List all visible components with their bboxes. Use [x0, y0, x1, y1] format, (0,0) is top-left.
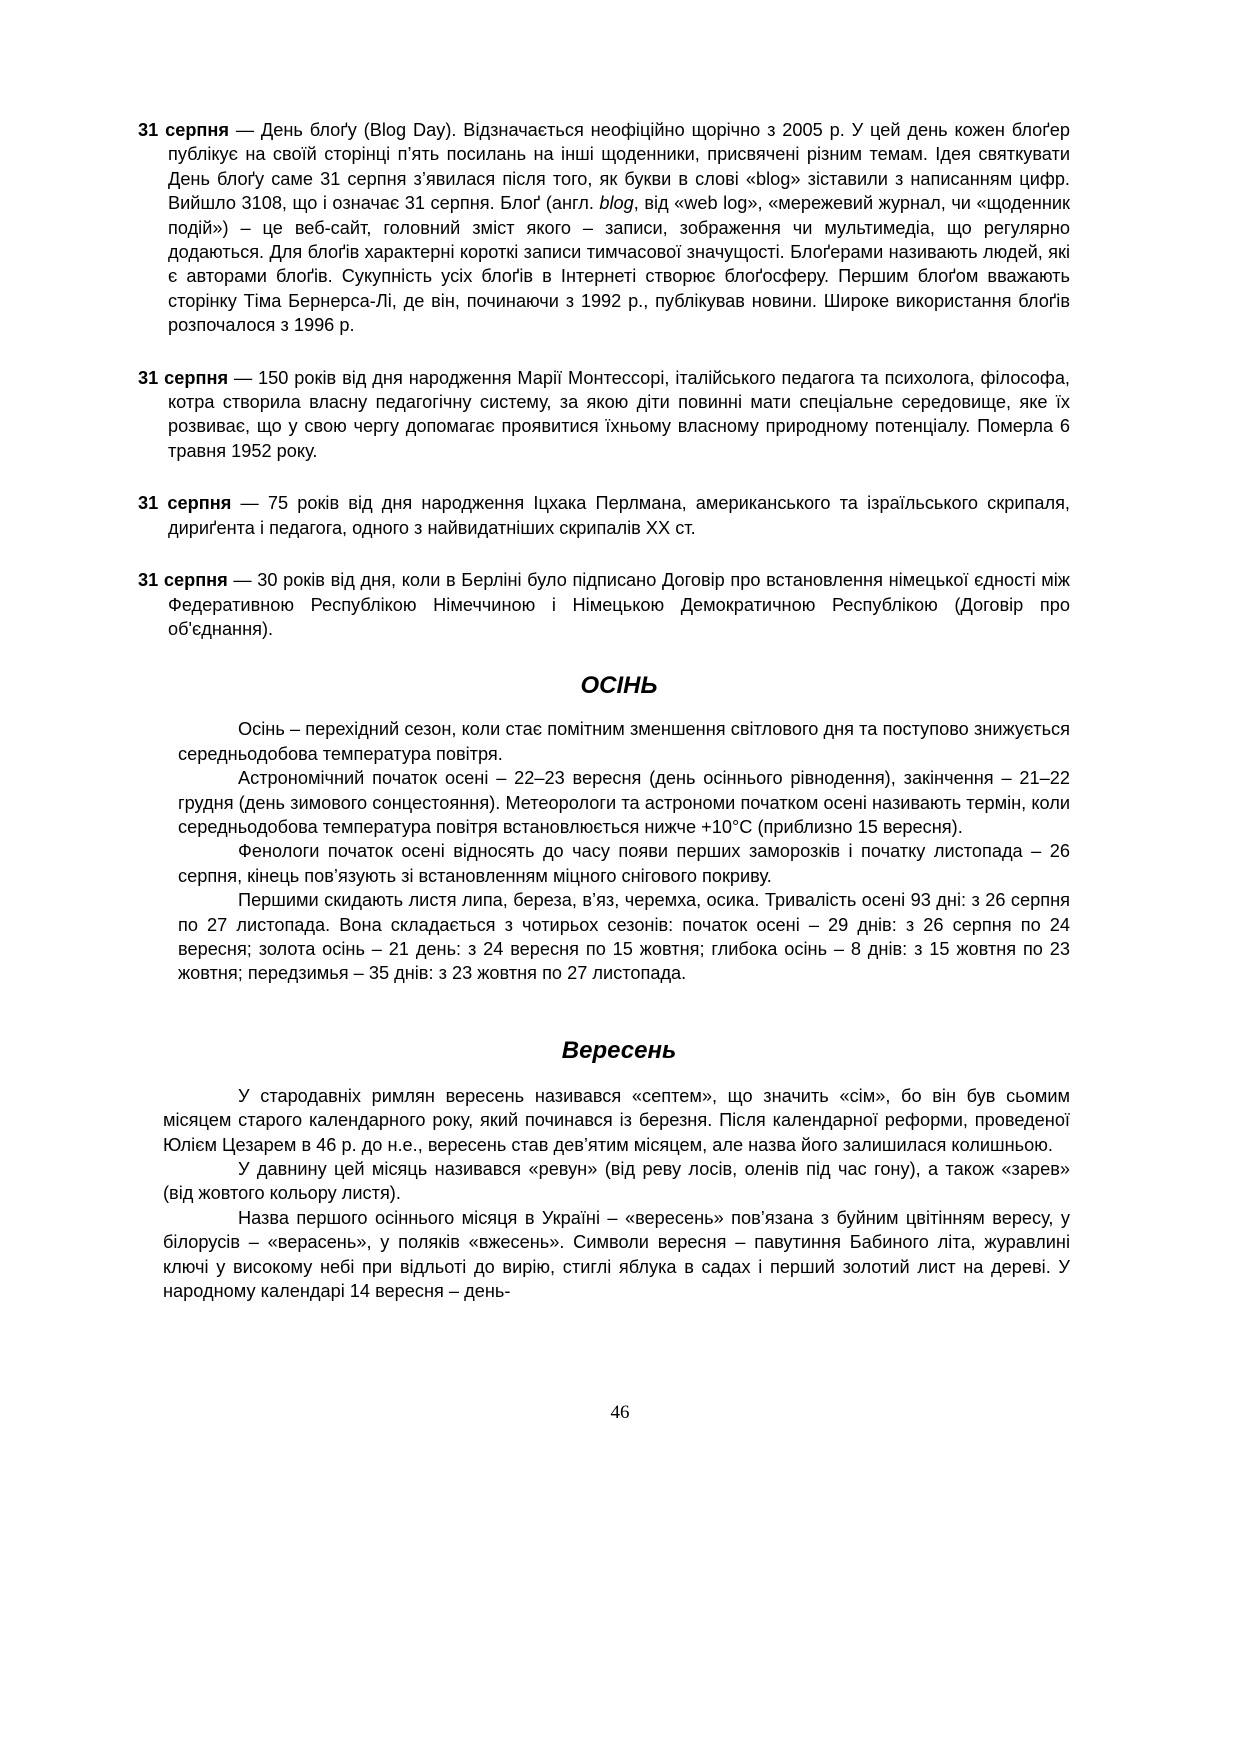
september-paragraph: У давнину цей місяць називався «ревун» (від реву лосів, оленів під час гону), а також «зарев» (від жовтого кольору листя). [163, 1159, 1070, 1204]
calendar-entry-montessori [138, 366, 1070, 464]
calendar-entry-blog-day [138, 118, 1070, 338]
entry-text: — 30 років від дня, коли в Берліні було підписано Договір про встановлення німецької єдності між Федеративною Республікою Німеччиною і Німецькою Демократичною Республікою (Договір про об'єднання). [168, 570, 1070, 639]
entry-text: — День блоґу (Blog Day). Відзначається неофіційно щорічно з 2005 р. У цей день кожен блоґер публікує на своїй сторінці п’ять посилань на інші щоденники, присвячені різним темам. Ідея святкувати День блоґу саме 31 серпня з’явилася після того, як букви в слові «blog» зіставили з написанням цифр. Вийшло 3108, що і означає 31 серпня. Блоґ (англ. [168, 120, 1070, 214]
section-title-autumn: ОСІНЬ [580, 672, 658, 700]
section-title-september: Вересень [561, 1036, 677, 1064]
entry-text: — 150 років від дня народження Марії Монтессорі, італійського педагога та психолога, філософа, котра створила власну педагогічну систему, за якою діти повинні мати спеціальне середовище, яке їх розвиває, що у свою чергу допомагає проявитися їхньому власному природному потенціалу. Померла 6 травня 1952 року. [168, 367, 1070, 461]
entry-date: 31 серпня [138, 493, 232, 514]
calendar-entry-unification-treaty [138, 568, 1070, 641]
autumn-paragraph: Осінь – перехідний сезон, коли стає помітним зменшення світлового дня та поступово знижується середньодобова температура повітря. [178, 719, 1070, 764]
entry-text: — 75 років від дня народження Іцхака Перлмана, американського та ізраїльського скрипаля, дириґента і педагога, одного з найвидатніших скрипалів ХХ ст. [168, 493, 1070, 538]
september-paragraph: Назва першого осіннього місяця в Україні – «вересень» пов’язана з буйним цвітінням вересу, у білорусів – «верасень», у поляків «вжесень». Символи вересня – павутиння Бабиного літа, журавлині ключі у високому небі при відльоті до вирію, стиглі яблука в садах і перший золотий лист на дереві. У народному календарі 14 вересня – день- [163, 1207, 1070, 1302]
entry-text-continued: , від «web log», «мережевий журнал, чи «щоденник подій») – це веб-сайт, головний зміст якого – записи, зображення чи мультимедіа, що регулярно додаються. Для блоґів характерні короткі записи тимчасової значущості. Блоґерами називають людей, які є авторами блоґів. Сукупність усіх блоґів в Інтернеті створює блоґосферу. Першим блоґом вважають сторінку Тіма Бернерса-Лі, де він, починаючи з 1992 р., публікував новини. Широке використання блоґів розпочалося з 1996 р. [168, 193, 1070, 336]
page-number: 46 [610, 1402, 630, 1423]
september-paragraph: У стародавніх римлян вересень називався «септем», що значить «сім», бо він був сьомим місяцем старого календарного року, який починався із березня. Після календарної реформи, проведеної Юлієм Цезарем в 46 р. до н.е., вересень став дев’ятим місяцем, але назва його залишилася колишньою. [163, 1085, 1070, 1155]
autumn-paragraph: Астрономічний початок осені – 22–23 вересня (день осіннього рівнодення), закінчення – 21–22 грудня (день зимового сонцестояння). Метеорологи та астрономи початком осені називають термін, коли середньодобова температура повітря встановлюється нижче +10°C (приблизно 15 вересня). [178, 768, 1070, 837]
entry-date: 31 серпня [138, 367, 229, 388]
entry-date: 31 серпня [138, 120, 230, 140]
autumn-paragraph: Фенологи початок осені відносять до часу появи перших заморозків і початку листопада – 26 серпня, кінець пов’язують зі встановленням міцного снігового покриву. [178, 841, 1070, 886]
page-content [138, 118, 1070, 1303]
entry-date: 31 серпня [138, 570, 228, 591]
entry-italic-term: blog [599, 193, 634, 214]
calendar-entry-perlman [138, 491, 1070, 540]
autumn-paragraph: Першими скидають листя липа, береза, в’яз, черемха, осика. Тривалість осені 93 дні: з 26 серпня по 27 листопада. Вона складається з чотирьох сезонів: початок осені – 29 днів: з 26 серпня по 24 вересня; золота осінь – 21 день: з 24 вересня по 15 жовтня; глибока осінь – 8 днів: з 15 жовтня по 23 жовтня; передзимья – 35 днів: з 23 жовтня по 27 листопада. [178, 890, 1070, 984]
